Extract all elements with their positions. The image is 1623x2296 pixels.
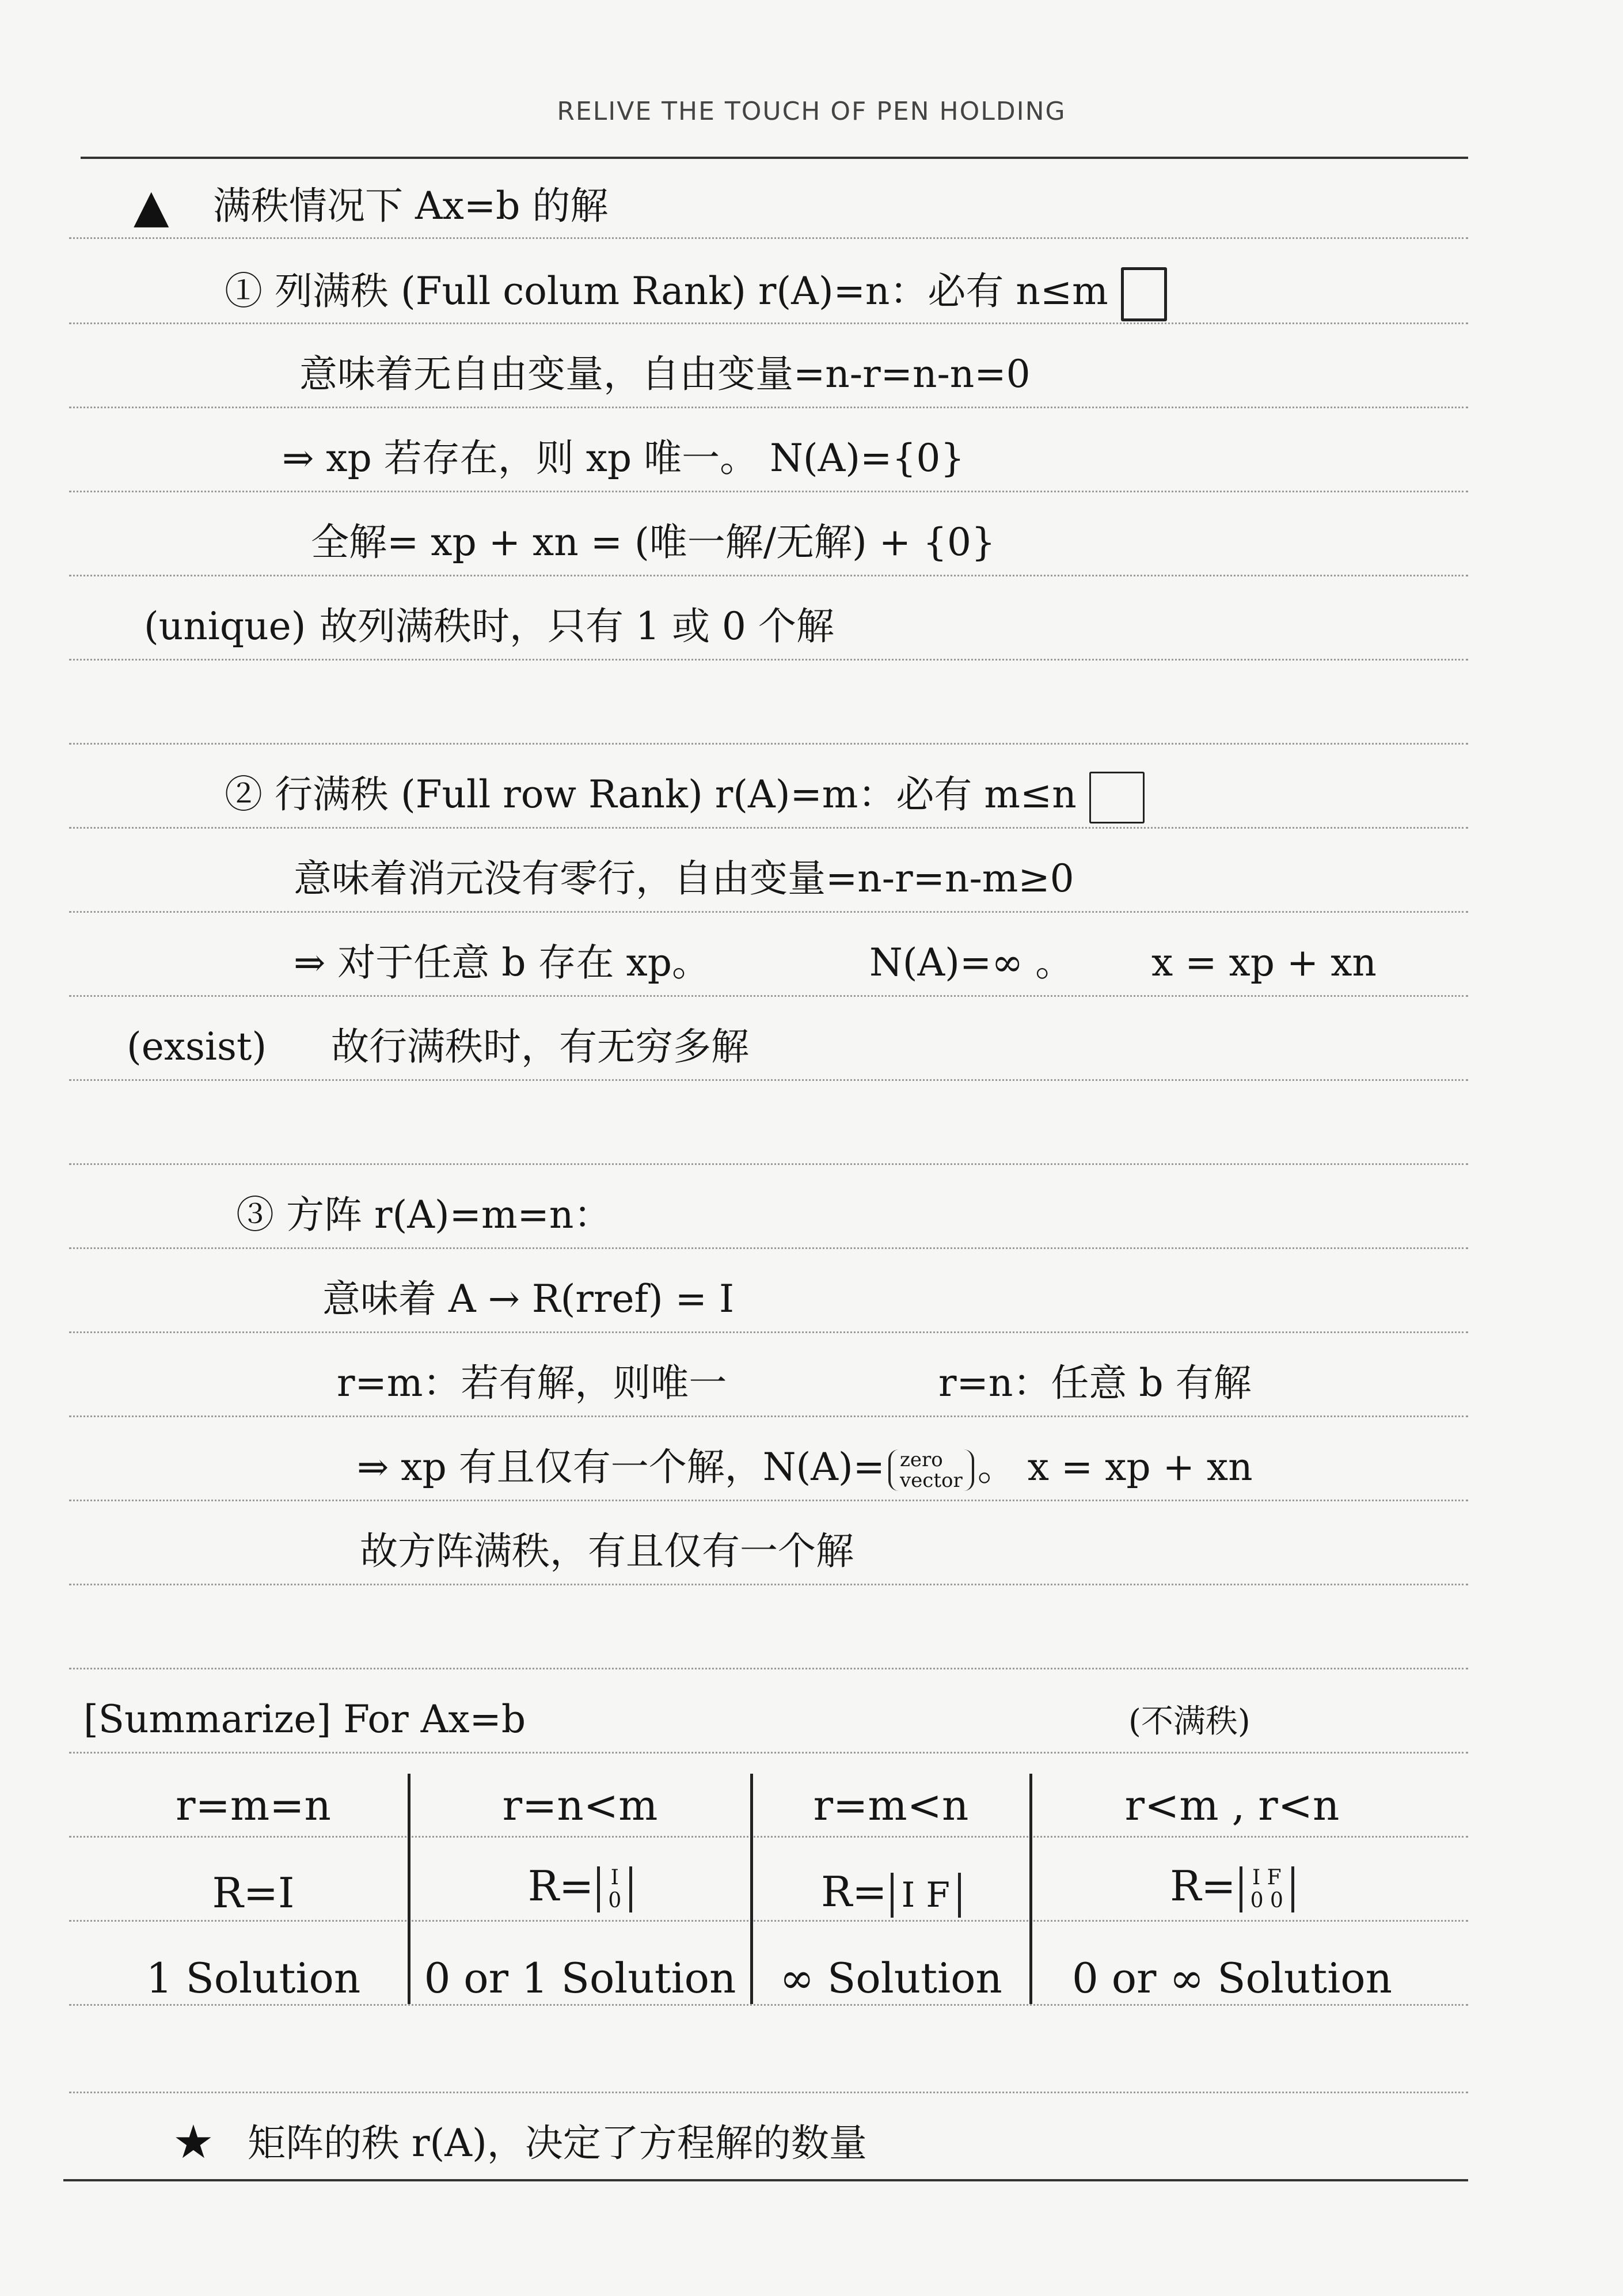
matrix-bracket <box>1240 1866 1294 1912</box>
section2-line2b: N(A)=∞ 。 <box>869 940 1074 985</box>
summary-matrix-prefix: R= <box>527 1862 594 1910</box>
matrix-row: 0 <box>608 1889 622 1912</box>
matrix-row: I <box>610 1866 619 1889</box>
section3-line2b: r=n：任意 b 有解 <box>938 1361 1252 1405</box>
section3-line1: 意味着 A → R(rref) = I <box>322 1277 735 1321</box>
section2-heading-text: ② 行满秩 (Full row Rank) r(A)=m：必有 m≤n <box>225 772 1077 817</box>
table-divider <box>1029 1774 1032 2004</box>
table-divider <box>408 1774 410 2004</box>
section3-line4: 故方阵满秩，有且仅有一个解 <box>360 1529 854 1573</box>
summary-column-3 <box>754 0 1028 2296</box>
triangle-icon: ▲ <box>134 179 169 233</box>
section2-line1: 意味着消元没有零行，自由变量=n-r=n-m≥0 <box>294 856 1074 901</box>
table-divider <box>750 1774 753 2004</box>
summary-condition: r=n<m <box>502 1781 658 1830</box>
summary-solution: 0 or 1 Solution <box>424 1954 736 2002</box>
summary-matrix <box>754 1866 1028 1918</box>
matrix-bracket <box>597 1866 632 1912</box>
summary-condition: r=m<n <box>813 1781 969 1830</box>
section2-line2a: ⇒ 对于任意 b 存在 xp。 <box>294 940 710 985</box>
section3-line3a: ⇒ xp 有且仅有一个解，N(A)= <box>357 1445 885 1489</box>
section1-line1: 意味着无自由变量，自由变量=n-r=n-n=0 <box>299 352 1031 396</box>
summary-condition: r<m , r<n <box>1124 1781 1340 1830</box>
section3-line3b: 。 x = xp + xn <box>977 1445 1253 1489</box>
section2-line2c: x = xp + xn <box>1151 940 1377 985</box>
summary-solution: 1 Solution <box>146 1954 361 2002</box>
summary-column-4 <box>1033 0 1431 2296</box>
section3-heading: ③ 方阵 r(A)=m=n： <box>236 1193 612 1237</box>
summary-solution: 0 or ∞ Solution <box>1072 1954 1392 2002</box>
summary-matrix <box>1033 1860 1431 1912</box>
summary-condition: r=m=n <box>176 1781 331 1830</box>
summary-matrix <box>412 1860 748 1912</box>
brace-bottom: vector <box>899 1469 963 1492</box>
page-title: 满秩情况下 Ax=b 的解 <box>213 184 609 228</box>
brace-top: zero <box>899 1448 943 1471</box>
section1-note: 故列满秩时，只有 1 或 0 个解 <box>320 604 834 648</box>
summary-column-2 <box>412 0 748 2296</box>
section1-line2: ⇒ xp 若存在，则 xp 唯一。 N(A)={0} <box>282 436 965 480</box>
summary-last-note: (不满秩) <box>1128 1703 1250 1740</box>
summary-column-1 <box>104 0 403 2296</box>
section2-note-label: (exsist) <box>127 1024 267 1069</box>
star-icon: ★ <box>173 2115 214 2169</box>
section1-line3: 全解= xp + xn = (唯一解/无解) + {0} <box>311 520 995 564</box>
matrix-row: I F <box>1252 1866 1282 1889</box>
bottom-rule <box>63 2179 1468 2181</box>
section1-heading-text: ① 列满秩 (Full colum Rank) r(A)=n：必有 n≤m <box>225 269 1108 313</box>
conclusion: 矩阵的秩 r(A)，决定了方程解的数量 <box>248 2121 867 2165</box>
summary-label: [Summarize] For Ax=b <box>83 1697 526 1741</box>
matrix-row: I F <box>901 1875 950 1915</box>
summary-solution: ∞ Solution <box>780 1954 1002 2002</box>
section2-note: 故行满秩时，有无穷多解 <box>331 1024 749 1069</box>
section3-line2a: r=m：若有解，则唯一 <box>337 1361 727 1405</box>
matrix-row: 0 0 <box>1250 1889 1283 1912</box>
matrix-bracket <box>891 1873 961 1918</box>
section1-note-label: (unique) <box>144 604 306 648</box>
summary-matrix: R=I <box>212 1869 295 1917</box>
summary-matrix-prefix: R= <box>1170 1862 1236 1910</box>
paper-header: RELIVE THE TOUCH OF PEN HOLDING <box>557 97 1066 126</box>
summary-matrix-prefix: R= <box>821 1868 887 1916</box>
